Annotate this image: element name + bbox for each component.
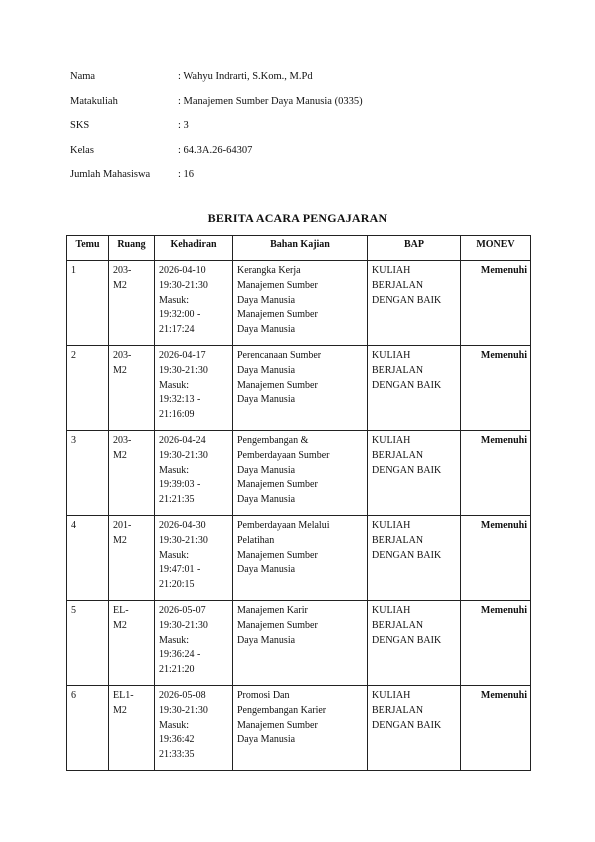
cell-monev: Memenuhi xyxy=(461,261,531,346)
cell-bahan-kajian-line: Daya Manusia xyxy=(237,734,296,746)
cell-kehadiran-line: 19:32:13 - xyxy=(159,394,201,406)
cell-bap-line: DENGAN BAIK xyxy=(372,549,442,561)
cell-kehadiran-line: 19:30-21:30 xyxy=(159,704,208,716)
table-row xyxy=(67,686,531,771)
cell-kehadiran-line: 2026-04-24 xyxy=(159,435,206,446)
cell-ruang-line: M2 xyxy=(113,364,127,376)
info-label: SKS xyxy=(70,120,90,131)
cell-bahan-kajian-line: Daya Manusia xyxy=(237,394,296,406)
table-row xyxy=(67,516,531,601)
cell-kehadiran-line: Masuk: xyxy=(159,464,189,476)
cell-kehadiran-line: 19:30-21:30 xyxy=(159,364,208,376)
cell-bap-line: KULIAH xyxy=(372,350,411,361)
cell-kehadiran-line: 21:21:20 xyxy=(159,664,195,676)
table-header-row xyxy=(67,236,531,261)
cell-bap-line: BERJALAN xyxy=(372,279,424,291)
cell-temu: 4 xyxy=(67,516,109,601)
cell-kehadiran-line: 2026-04-30 xyxy=(159,520,206,531)
cell-bahan-kajian-line: Daya Manusia xyxy=(237,634,296,646)
cell-kehadiran-line: 19:30-21:30 xyxy=(159,534,208,546)
cell-kehadiran-line: 21:16:09 xyxy=(159,409,195,421)
cell-bap-line: DENGAN BAIK xyxy=(372,634,442,646)
cell-kehadiran-line: 19:32:00 - xyxy=(159,309,201,321)
cell-kehadiran-line: 2026-05-07 xyxy=(159,605,206,616)
cell-bap-line: BERJALAN xyxy=(372,534,424,546)
cell-bap-line: KULIAH xyxy=(372,605,411,616)
cell-kehadiran-line: 19:30-21:30 xyxy=(159,619,208,631)
cell-kehadiran-line: 2026-04-17 xyxy=(159,350,206,361)
header-temu: Temu xyxy=(67,236,109,261)
cell-ruang-line: 203- xyxy=(113,435,132,446)
cell-kehadiran-line: 19:39:03 - xyxy=(159,479,201,491)
cell-ruang-line: EL1- xyxy=(113,690,134,701)
cell-ruang-line: EL- xyxy=(113,605,129,616)
info-value: : 64.3A.26-64307 xyxy=(178,144,253,156)
cell-bahan-kajian-line: Manajemen Sumber xyxy=(237,549,318,561)
cell-bahan-kajian xyxy=(233,516,368,601)
info-label: Jumlah Mahasiswa xyxy=(70,169,151,180)
cell-ruang-line: M2 xyxy=(113,534,127,546)
cell-kehadiran xyxy=(155,346,233,431)
cell-ruang-line: 203- xyxy=(113,350,132,361)
cell-ruang-line: M2 xyxy=(113,279,127,291)
course-info xyxy=(70,70,363,193)
cell-bahan-kajian-line: Daya Manusia xyxy=(237,324,296,336)
cell-kehadiran-line: 19:47:01 - xyxy=(159,564,201,576)
cell-kehadiran-line: Masuk: xyxy=(159,549,189,561)
cell-ruang xyxy=(109,346,155,431)
cell-kehadiran-line: Masuk: xyxy=(159,294,189,306)
cell-bap-line: KULIAH xyxy=(372,265,411,276)
cell-ruang-line: M2 xyxy=(113,704,127,716)
cell-bahan-kajian xyxy=(233,601,368,686)
cell-bap-line: KULIAH xyxy=(372,690,411,701)
cell-bap-line: KULIAH xyxy=(372,435,411,446)
table-row xyxy=(67,346,531,431)
cell-kehadiran xyxy=(155,686,233,771)
cell-bahan-kajian-line: Manajemen Sumber xyxy=(237,479,318,491)
cell-bap xyxy=(368,686,461,771)
cell-ruang-line: 203- xyxy=(113,265,132,276)
info-row xyxy=(70,168,363,193)
cell-bahan-kajian-line: Manajemen Sumber xyxy=(237,379,318,391)
cell-kehadiran xyxy=(155,261,233,346)
header-monev: MONEV xyxy=(461,236,531,261)
info-label: Kelas xyxy=(70,144,94,156)
header-bahan-kajian: Bahan Kajian xyxy=(233,236,368,261)
cell-kehadiran-line: 19:36:24 - xyxy=(159,649,201,661)
cell-ruang xyxy=(109,431,155,516)
cell-ruang xyxy=(109,601,155,686)
info-row xyxy=(70,70,363,95)
cell-bahan-kajian-line: Kerangka Kerja xyxy=(237,265,301,276)
table-row xyxy=(67,601,531,686)
cell-ruang xyxy=(109,261,155,346)
cell-monev: Memenuhi xyxy=(461,516,531,601)
cell-bahan-kajian xyxy=(233,686,368,771)
cell-kehadiran-line: 2026-05-08 xyxy=(159,690,206,701)
cell-kehadiran-line: 21:21:35 xyxy=(159,494,195,506)
cell-bahan-kajian-line: Pengembangan & xyxy=(237,435,309,446)
table-row xyxy=(67,431,531,516)
cell-bap-line: BERJALAN xyxy=(372,704,424,716)
cell-bahan-kajian-line: Pelatihan xyxy=(237,534,275,546)
cell-ruang xyxy=(109,686,155,771)
cell-bahan-kajian-line: Promosi Dan xyxy=(237,690,290,701)
cell-kehadiran-line: Masuk: xyxy=(159,379,189,391)
cell-bahan-kajian-line: Daya Manusia xyxy=(237,294,296,306)
header-ruang: Ruang xyxy=(109,236,155,261)
cell-ruang-line: 201- xyxy=(113,520,132,531)
info-row xyxy=(70,95,363,120)
cell-kehadiran xyxy=(155,516,233,601)
cell-bahan-kajian-line: Manajemen Karir xyxy=(237,605,308,616)
cell-ruang-line: M2 xyxy=(113,449,127,461)
info-label: Nama xyxy=(70,71,96,82)
cell-bahan-kajian-line: Perencanaan Sumber xyxy=(237,350,322,361)
info-value: : Wahyu Indrarti, S.Kom., M.Pd xyxy=(178,71,313,82)
info-label: Matakuliah xyxy=(70,95,118,107)
cell-kehadiran xyxy=(155,601,233,686)
cell-bap-line: DENGAN BAIK xyxy=(372,379,442,391)
cell-monev: Memenuhi xyxy=(461,346,531,431)
cell-monev: Memenuhi xyxy=(461,431,531,516)
cell-kehadiran-line: 21:33:35 xyxy=(159,749,195,761)
cell-temu: 5 xyxy=(67,601,109,686)
cell-kehadiran-line: 19:36:42 xyxy=(159,734,195,746)
cell-bap xyxy=(368,346,461,431)
info-row xyxy=(70,119,363,144)
cell-bahan-kajian-line: Daya Manusia xyxy=(237,564,296,576)
page-title: BERITA ACARA PENGAJARAN xyxy=(207,211,388,225)
cell-bap-line: DENGAN BAIK xyxy=(372,464,442,476)
info-value: : Manajemen Sumber Daya Manusia (0335) xyxy=(178,95,363,107)
teaching-record-table xyxy=(66,235,531,771)
cell-bap xyxy=(368,516,461,601)
cell-ruang xyxy=(109,516,155,601)
cell-bahan-kajian-line: Manajemen Sumber xyxy=(237,719,318,731)
cell-bahan-kajian-line: Manajemen Sumber xyxy=(237,619,318,631)
cell-bap-line: BERJALAN xyxy=(372,449,424,461)
cell-temu: 6 xyxy=(67,686,109,771)
info-row xyxy=(70,144,363,169)
cell-bahan-kajian-line: Pemberdayaan Sumber xyxy=(237,449,330,461)
cell-temu: 1 xyxy=(67,261,109,346)
info-value: : 3 xyxy=(178,120,189,131)
cell-kehadiran-line: Masuk: xyxy=(159,719,189,731)
cell-kehadiran-line: 2026-04-10 xyxy=(159,265,206,276)
cell-monev: Memenuhi xyxy=(461,601,531,686)
info-value: : 16 xyxy=(178,169,195,180)
cell-bap-line: DENGAN BAIK xyxy=(372,719,442,731)
header-kehadiran: Kehadiran xyxy=(155,236,233,261)
cell-bap xyxy=(368,261,461,346)
cell-bahan-kajian-line: Manajemen Sumber xyxy=(237,279,318,291)
cell-bahan-kajian-line: Daya Manusia xyxy=(237,464,296,476)
cell-ruang-line: M2 xyxy=(113,619,127,631)
cell-bap xyxy=(368,431,461,516)
cell-bap-line: DENGAN BAIK xyxy=(372,294,442,306)
cell-bahan-kajian xyxy=(233,346,368,431)
cell-kehadiran-line: 21:17:24 xyxy=(159,324,195,336)
cell-kehadiran xyxy=(155,431,233,516)
cell-bahan-kajian-line: Pemberdayaan Melalui xyxy=(237,520,330,531)
table-row xyxy=(67,261,531,346)
cell-bahan-kajian-line: Pengembangan Karier xyxy=(237,704,327,716)
cell-bahan-kajian xyxy=(233,261,368,346)
cell-bap-line: BERJALAN xyxy=(372,364,424,376)
header-bap: BAP xyxy=(368,236,461,261)
cell-bahan-kajian-line: Daya Manusia xyxy=(237,364,296,376)
cell-bap-line: KULIAH xyxy=(372,520,411,531)
cell-monev: Memenuhi xyxy=(461,686,531,771)
cell-kehadiran-line: 19:30-21:30 xyxy=(159,449,208,461)
cell-bap xyxy=(368,601,461,686)
cell-bahan-kajian-line: Manajemen Sumber xyxy=(237,309,318,321)
cell-bahan-kajian-line: Daya Manusia xyxy=(237,494,296,506)
cell-kehadiran-line: 21:20:15 xyxy=(159,579,195,591)
cell-bap-line: BERJALAN xyxy=(372,619,424,631)
cell-kehadiran-line: Masuk: xyxy=(159,634,189,646)
cell-bahan-kajian xyxy=(233,431,368,516)
cell-kehadiran-line: 19:30-21:30 xyxy=(159,279,208,291)
cell-temu: 2 xyxy=(67,346,109,431)
cell-temu: 3 xyxy=(67,431,109,516)
